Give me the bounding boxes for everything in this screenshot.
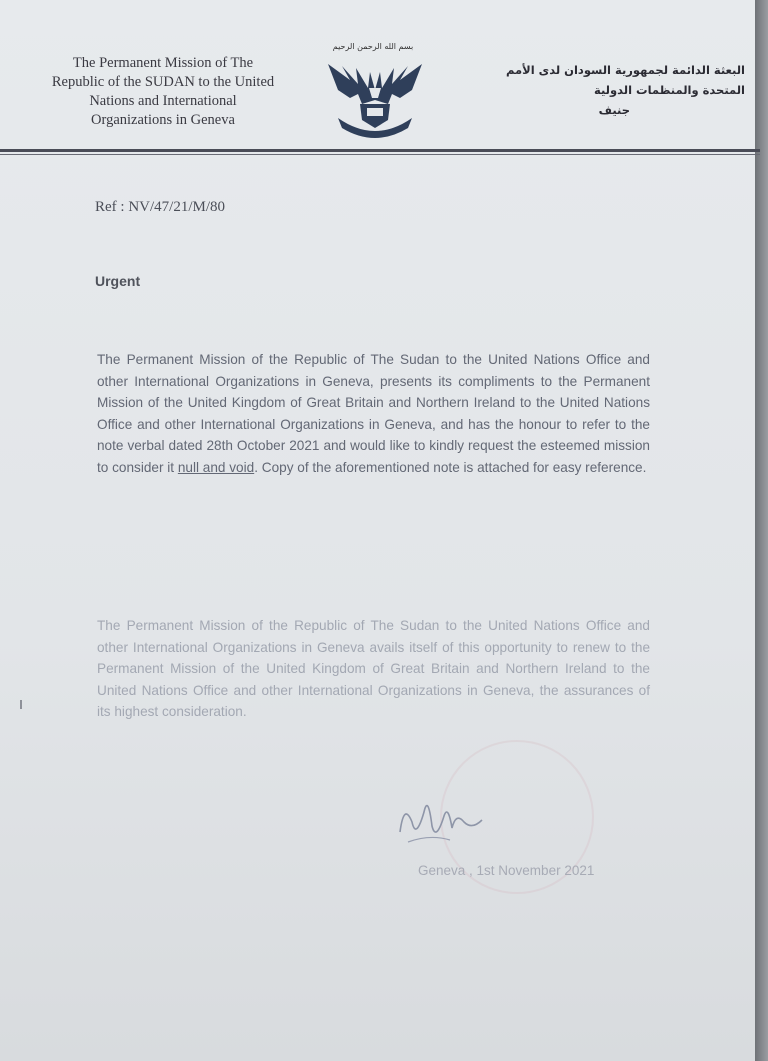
null-and-void-text: null and void <box>177 459 255 475</box>
header-english <box>28 54 298 130</box>
header-divider-thin <box>0 154 760 155</box>
header-english-line-4: Organizations in Geneva <box>91 112 235 128</box>
urgent-label: Urgent <box>95 273 141 289</box>
header-arabic <box>470 60 745 120</box>
margin-mark <box>20 700 22 709</box>
header-english-line-2: Republic of the SUDAN to the United <box>51 74 275 90</box>
header-arabic-line-1: البعثة الدائمة لجمهورية السودان لدى الأمم <box>506 63 745 77</box>
header-english-line-3: Nations and International <box>89 93 237 109</box>
body-paragraph-1 <box>97 349 650 478</box>
header-divider <box>0 149 760 152</box>
body-paragraph-2: The Permanent Mission of the Republic of The Sudan to the United Nations Office and other International Organizations in Geneva avails itself of this opportunity to renew to the Permanent Mission of the United Kingdom of Great Britain and Northern Ireland to the United Nations Office and other International Organizations in Geneva, the assurances of its highest consideration. <box>97 618 650 719</box>
reference-number: Ref : NV/47/21/M/80 <box>95 199 225 215</box>
page-edge-shadow <box>755 0 768 1061</box>
header-arabic-line-3: جنيف <box>598 103 630 117</box>
paragraph-1-text: The Permanent Mission of the Republic of The Sudan to the United Nations Office and other International Organizations in Geneva, presents its compliments to the Permanent Mission of the United Kingdom of Great Britain and Northern Ireland to the United Nations Office and other International Organizations in Geneva, and has the honour to refer to the note verbal dated 28th October 2021 and would like to kindly request the esteemed mission to consider it <box>97 352 650 475</box>
paragraph-1-text-end: . Copy of the aforementioned note is attached for easy reference. <box>254 459 647 475</box>
signature-icon <box>390 782 510 862</box>
header-arabic-line-2: المتحدة والمنظمات الدولية <box>593 83 745 97</box>
sudan-emblem-icon <box>320 58 430 140</box>
letter-date: Geneva , 1st November 2021 <box>418 863 595 878</box>
basmala: بسم الله الرحمن الرحيم <box>332 42 414 51</box>
header-english-line-1: The Permanent Mission of The <box>72 55 254 71</box>
